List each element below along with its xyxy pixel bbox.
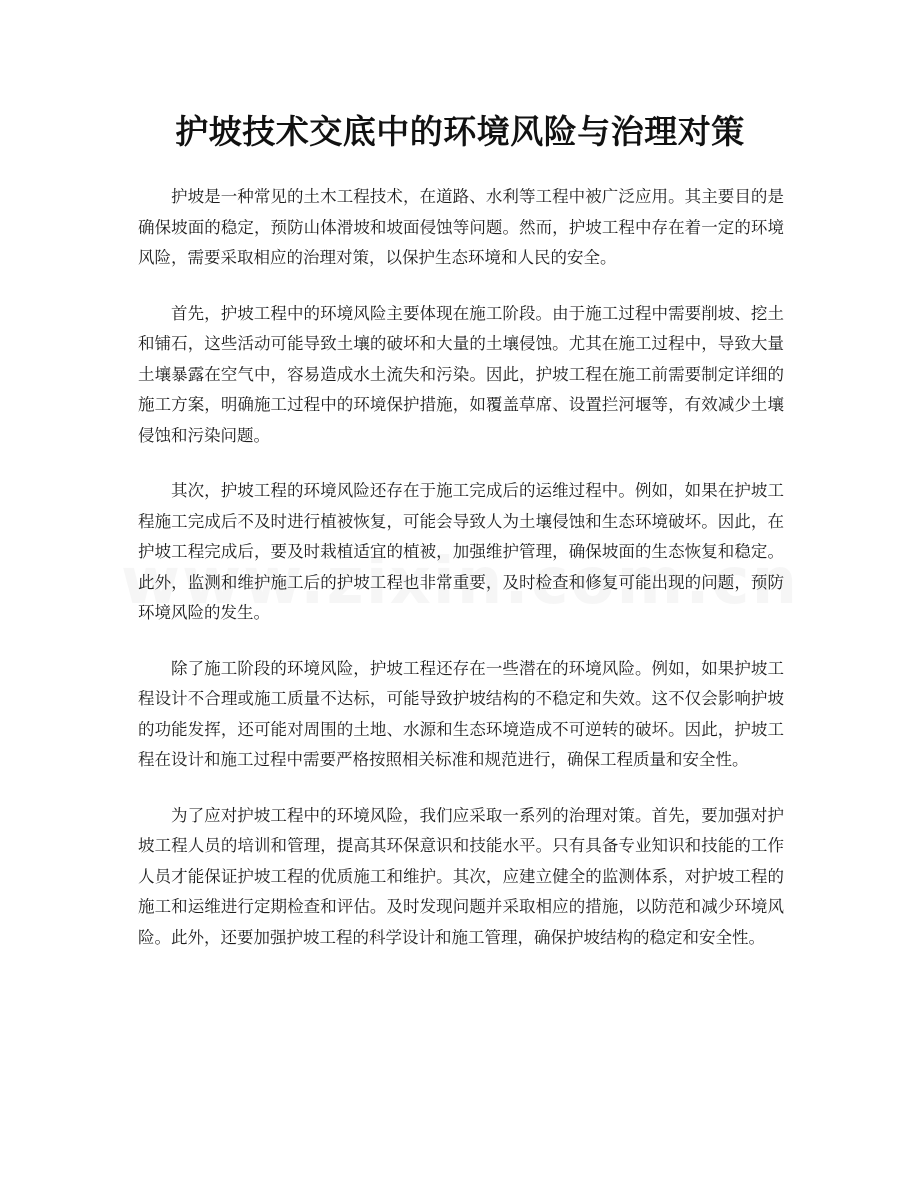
paragraph-3: 其次，护坡工程的环境风险还存在于施工完成后的运维过程中。例如，如果在护坡工程施工完成后不及时进行植被恢复，可能会导致人为土壤侵蚀和生态环境破坏。因此，在护坡工程完成后，要及时栽植适宜的植被，加强维护管理，确保坡面的生态恢复和稳定。此外，监测和维护施工后的护坡工程也非常重要，及时检查和修复可能出现的问题，预防环境风险的发生。 [138, 481, 784, 622]
paragraph-1: 护坡是一种常见的土木工程技术，在道路、水利等工程中被广泛应用。其主要目的是确保坡面的稳定，预防山体滑坡和坡面侵蚀等问题。然而，护坡工程中存在着一定的环境风险，需要采取相应的治理对策，以保护生态环境和人民的安全。 [138, 187, 784, 267]
paragraph-2: 首先，护坡工程中的环境风险主要体现在施工阶段。由于施工过程中需要削坡、挖土和铺石，这些活动可能导致土壤的破坏和大量的土壤侵蚀。尤其在施工过程中，导致大量土壤暴露在空气中，容易造成水土流失和污染。因此，护坡工程在施工前需要制定详细的施工方案，明确施工过程中的环境保护措施，如覆盖草席、设置拦河堰等，有效减少土壤侵蚀和污染问题。 [138, 303, 784, 445]
document-title: 护坡技术交底中的环境风险与治理对策 [175, 112, 745, 151]
paragraph-5: 为了应对护坡工程中的环境风险，我们应采取一系列的治理对策。首先，要加强对护坡工程人员的培训和管理，提高其环保意识和技能水平。只有具备专业知识和技能的工作人员才能保证护坡工程的优质施工和维护。其次，应建立健全的监测体系，对护坡工程的施工和运维进行定期检查和评估。及时发现问题并采取相应的措施，以防范和减少环境风险。此外，还要加强护坡工程的科学设计和施工管理，确保护坡结构的稳定和安全性。 [138, 805, 784, 947]
paragraph-4: 除了施工阶段的环境风险，护坡工程还存在一些潜在的环境风险。例如，如果护坡工程设计不合理或施工质量不达标，可能导致护坡结构的不稳定和失效。这不仅会影响护坡的功能发挥，还可能对周围的土地、水源和生态环境造成不可逆转的破坏。因此，护坡工程在设计和施工过程中需要严格按照相关标准和规范进行，确保工程质量和安全性。 [138, 658, 784, 769]
document-body [138, 182, 784, 978]
